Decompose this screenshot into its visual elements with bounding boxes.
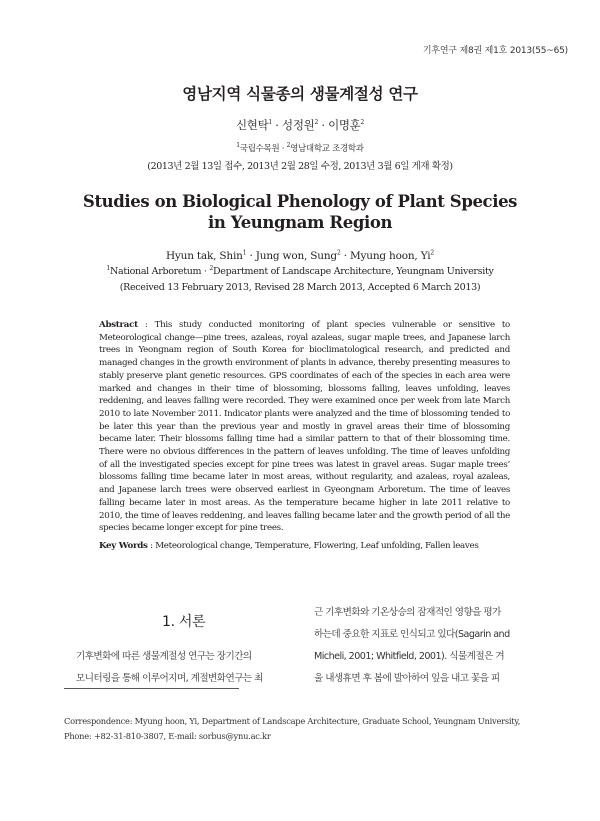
korean-affiliation-2: 영남대학교 조경학과: [290, 144, 364, 154]
affiliation-separator: ·: [201, 266, 210, 277]
korean-dates: (2013년 2월 13일 접수, 2013년 2월 28일 수정, 2013년 3월 6일 게재 확정): [147, 161, 453, 172]
korean-author-3: 이명훈: [328, 118, 361, 132]
english-author-1-sup: 1: [242, 249, 247, 257]
english-affiliations: [0, 266, 600, 277]
abstract: [99, 319, 510, 535]
keywords-text: : Meteorological change, Temperature, Flowering, Leaf unfolding, Fallen leaves: [147, 541, 479, 551]
english-author-3-sup: 2: [430, 249, 435, 257]
author-separator: ·: [340, 250, 350, 262]
english-author-1: Hyun tak, Shin: [165, 250, 243, 262]
body-column-left: [76, 646, 263, 690]
korean-author-1: 신현탁: [235, 118, 269, 132]
english-title-line-1: Studies on Biological Phenology of Plant Species: [82, 192, 518, 211]
author-separator: ·: [246, 250, 256, 262]
english-author-3: Myung hoon, Yi: [349, 250, 431, 262]
english-affiliation-1: National Arboretum: [109, 266, 202, 277]
english-dates: (Received 13 February 2013, Revised 28 March 2013, Accepted 6 March 2013): [119, 282, 481, 293]
journal-reference: 기후연구 제8권 제1호 2013(55~65): [422, 46, 568, 56]
abstract-label: Abstract: [99, 320, 138, 330]
english-author-2: Jung won, Sung: [255, 250, 337, 262]
korean-author-2: 성정원: [282, 118, 315, 132]
korean-author-1-sup: 1: [268, 119, 272, 127]
keywords: [99, 541, 510, 551]
body-line: 모니터링을 통해 이루어지며, 계절변화연구는 최: [76, 673, 263, 684]
korean-title: 영남지역 식물종의 생물계절성 연구: [182, 85, 418, 103]
korean-author-3-sup: 2: [360, 119, 365, 127]
korean-authors: [0, 117, 600, 133]
body-line: Micheli, 2001; Whitfield, 2001). 식물계절은 겨: [314, 651, 505, 662]
korean-affiliations: [0, 142, 600, 154]
footnote-divider: [64, 688, 239, 689]
english-affiliation-2: Department of Landscape Architecture, Yeungnam University: [212, 266, 494, 277]
correspondence-footnote: Correspondence: Myung hoon, Yi, Department of Landscape Architecture, Graduate School, Yeungnam University, Phone: +82-31-810-3807, E-mail: sorbus@ynu.ac.kr: [64, 716, 521, 741]
affiliation-1-sup: 1: [236, 142, 240, 150]
affiliation-separator: ·: [279, 144, 287, 154]
section-heading: 1. 서론: [162, 614, 206, 630]
english-title-line-2: in Yeungnam Region: [207, 213, 393, 232]
korean-affiliation-1: 국립수목원: [239, 144, 280, 154]
abstract-text: : This study conducted monitoring of plant species vulnerable or sensitive to Meteorological change—pine trees, azaleas, royal azaleas, sugar maple trees, and Japanese larch trees in Yeongnam region of South Korea for bioclimatological research, and predicted and managed changes in the growth environment of plants in advance, thereby presenting measures to stably preserve plant genetic resources. GPS coordinates of each of the species in each area were marked and changes in their time of blossoming, blossoms falling, leaves unfolding, leaves reddening, and leaves falling were recorded. They were examined once per week from late March 2010 to late November 2011. Indicator plants were analyzed and the time of blossoming tended to be later this year than the previous year and mostly in gravel areas their time of blossoming became later. Their blossoms falling time had a similar pattern to that of their blossoming time. There were no obvious differences in the pattern of leaves unfolding. The time of leaves unfolding of all the investigated species except for pine trees was latest in gravel areas. Sugar maple trees’ blossoms falling time became later in most areas, without regularity, and azaleas, royal azaleas, and Japanese larch trees were observed earliest in Gyeongnam Arboretum. The time of leaves falling became later in most areas. As the temperature became higher in late 2011 relative to 2010, the time of leaves reddening, and leaves falling became later and the growth period of all the species became longer except for pine trees.: [99, 320, 510, 534]
body-line: 하는데 중요한 지표로 인식되고 있다(Sagarin and: [314, 629, 510, 640]
korean-author-2-sup: 2: [314, 119, 318, 127]
english-authors: [0, 250, 600, 262]
affiliation-1-sup: 1: [106, 264, 110, 272]
keywords-label: Key Words: [99, 541, 148, 551]
body-line: 근 기후변화와 기온상승의 잠재적인 영향을 평가: [314, 607, 501, 618]
body-column-right: [314, 602, 510, 690]
affiliation-2-sup: 2: [209, 264, 213, 272]
english-title: [0, 191, 600, 233]
affiliation-2-sup: 2: [286, 142, 291, 150]
author-separator: ·: [271, 118, 283, 132]
english-author-2-sup: 2: [336, 249, 341, 257]
author-separator: ·: [317, 118, 329, 132]
body-line: 기후변화에 따른 생물계절성 연구는 장기간의: [76, 651, 252, 662]
body-line: 울 내생휴면 후 봄에 발아하여 잎을 내고 꽃을 피: [314, 673, 500, 684]
